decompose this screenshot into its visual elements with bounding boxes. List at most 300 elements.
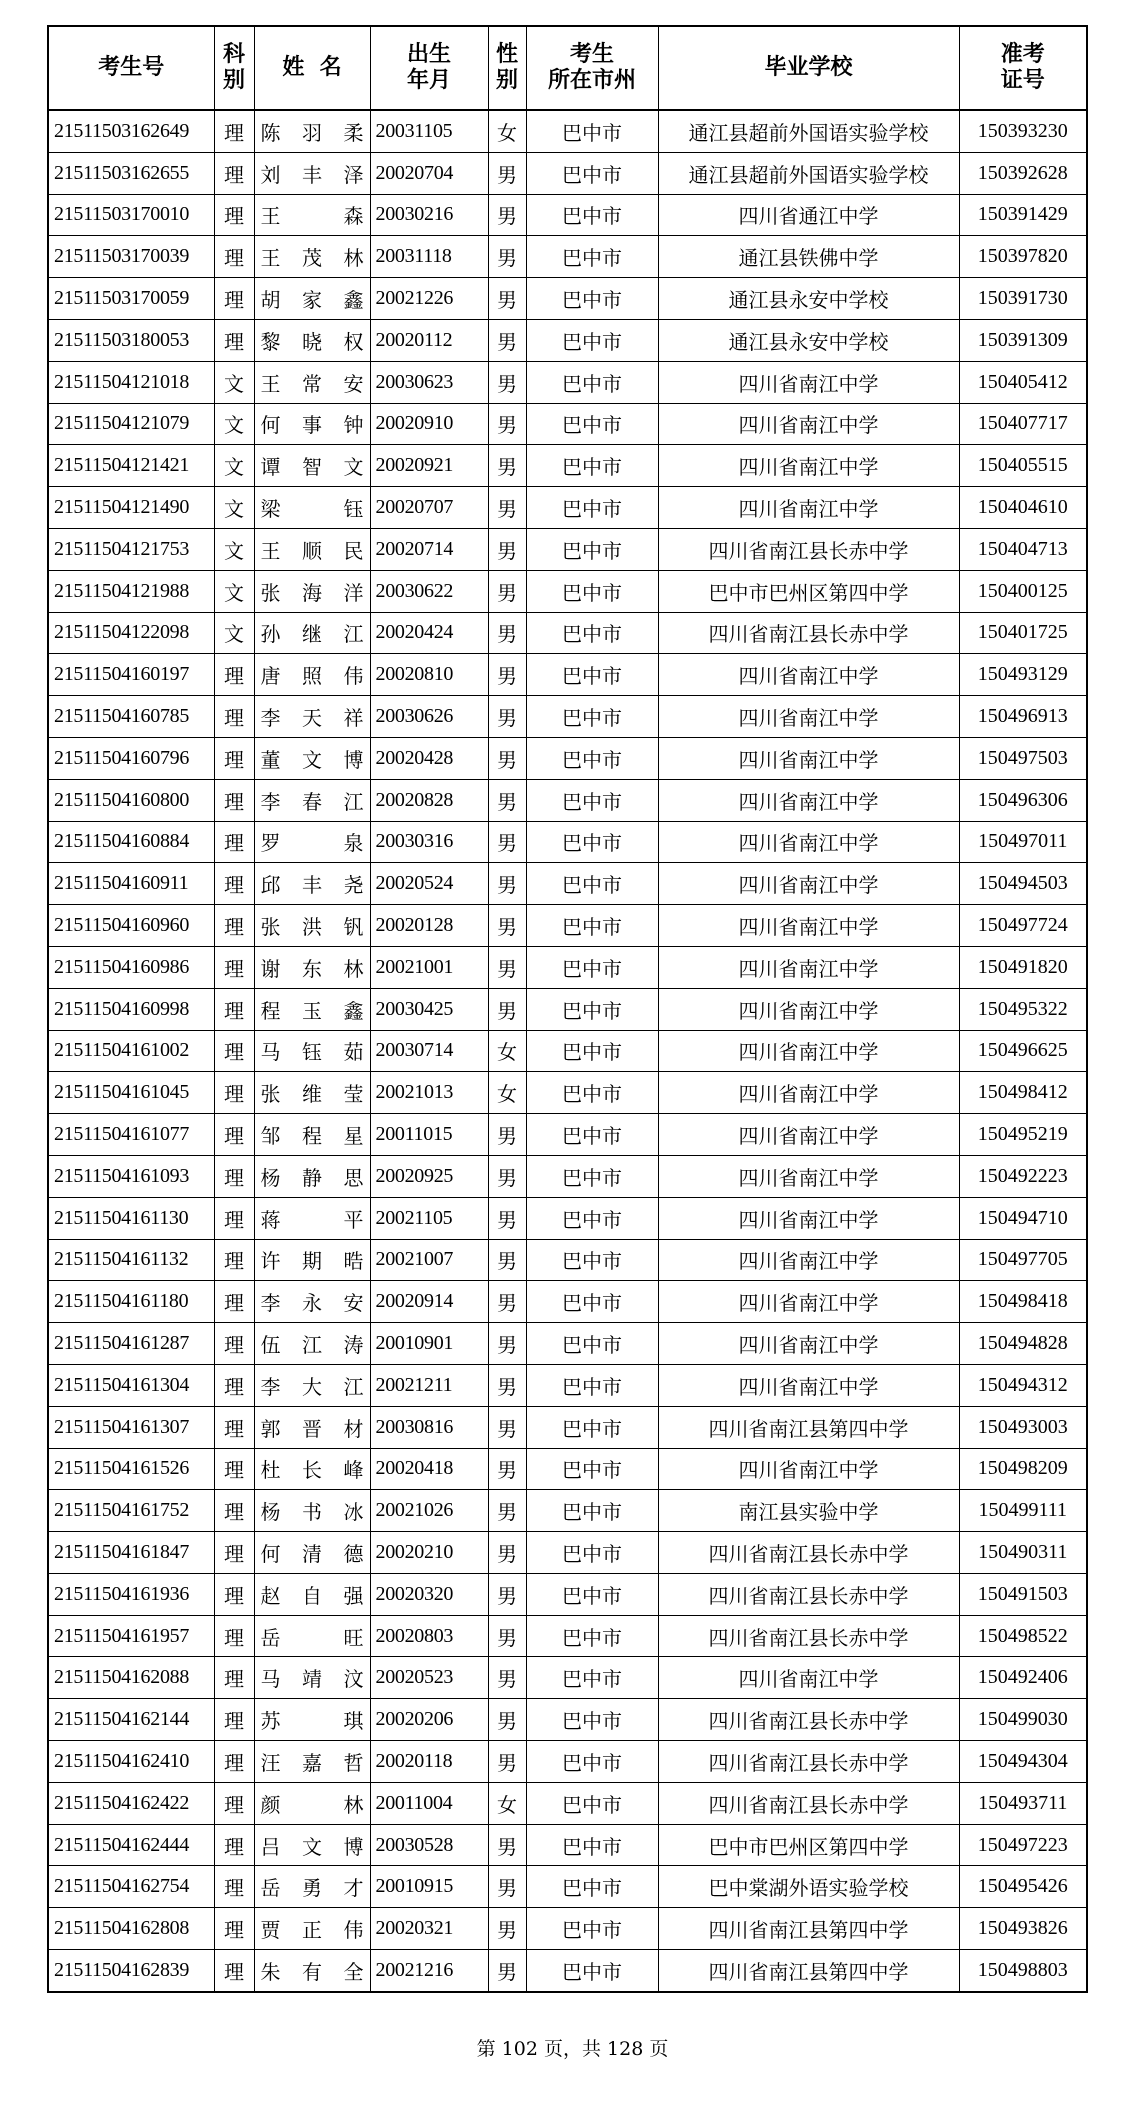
- table-row: [48, 612, 1087, 654]
- subject-cell: 理: [214, 1072, 254, 1114]
- exam-id-cell: 21511504161526: [48, 1448, 214, 1490]
- school-cell: 四川省通江中学: [658, 194, 959, 236]
- subject-cell: 文: [214, 528, 254, 570]
- gender-cell: 男: [488, 1741, 526, 1783]
- gender-cell: 男: [488, 487, 526, 529]
- city-cell: 巴中市: [526, 863, 658, 905]
- gender-cell: 男: [488, 278, 526, 320]
- school-cell: 通江县超前外国语实验学校: [658, 152, 959, 194]
- city-cell: 巴中市: [526, 110, 658, 152]
- exam-id-cell: 21511504122098: [48, 612, 214, 654]
- school-cell: 四川省南江中学: [658, 905, 959, 947]
- name-cell: 贾正伟: [254, 1908, 370, 1950]
- ticket-cell: 150391730: [959, 278, 1087, 320]
- subject-cell: 理: [214, 946, 254, 988]
- exam-id-cell: 21511504162754: [48, 1866, 214, 1908]
- header-subject-label: 科 别: [222, 42, 245, 93]
- header-city-label: 考生 所在市州: [547, 42, 636, 93]
- birth-cell: 20020921: [370, 445, 488, 487]
- gender-cell: 男: [488, 988, 526, 1030]
- birth-cell: 20021007: [370, 1239, 488, 1281]
- table-body: [48, 110, 1087, 1992]
- table-row: [48, 278, 1087, 320]
- school-cell: 通江县铁佛中学: [658, 236, 959, 278]
- exam-id-cell: 21511504161180: [48, 1281, 214, 1323]
- gender-cell: 男: [488, 1155, 526, 1197]
- gender-cell: 男: [488, 1448, 526, 1490]
- subject-cell: 文: [214, 403, 254, 445]
- gender-cell: 男: [488, 779, 526, 821]
- exam-id-cell: 21511504161287: [48, 1323, 214, 1365]
- birth-cell: 20020803: [370, 1615, 488, 1657]
- exam-id-cell: 21511503162649: [48, 110, 214, 152]
- table-row: [48, 696, 1087, 738]
- name-cell: 谢东林: [254, 946, 370, 988]
- gender-cell: 男: [488, 821, 526, 863]
- gender-cell: 男: [488, 1490, 526, 1532]
- subject-cell: 理: [214, 1699, 254, 1741]
- birth-cell: 20011015: [370, 1114, 488, 1156]
- birth-cell: 20020810: [370, 654, 488, 696]
- ticket-cell: 150494312: [959, 1364, 1087, 1406]
- birth-cell: 20030528: [370, 1824, 488, 1866]
- table-row: [48, 1532, 1087, 1574]
- city-cell: 巴中市: [526, 1741, 658, 1783]
- header-name-label: 姓 名: [282, 55, 342, 80]
- gender-cell: 男: [488, 1281, 526, 1323]
- city-cell: 巴中市: [526, 821, 658, 863]
- school-cell: 巴中市巴州区第四中学: [658, 570, 959, 612]
- candidate-table: [47, 25, 1088, 1993]
- city-cell: 巴中市: [526, 1532, 658, 1574]
- ticket-cell: 150493826: [959, 1908, 1087, 1950]
- city-cell: 巴中市: [526, 236, 658, 278]
- table-row: [48, 946, 1087, 988]
- table-row: [48, 1448, 1087, 1490]
- header-subject: [214, 26, 254, 110]
- header-school-label: 毕业学校: [764, 55, 853, 80]
- exam-id-cell: 21511504121079: [48, 403, 214, 445]
- birth-cell: 20020524: [370, 863, 488, 905]
- name-cell: 唐照伟: [254, 654, 370, 696]
- ticket-cell: 150495426: [959, 1866, 1087, 1908]
- name-cell: 王茂林: [254, 236, 370, 278]
- school-cell: 南江县实验中学: [658, 1490, 959, 1532]
- birth-cell: 20021013: [370, 1072, 488, 1114]
- city-cell: 巴中市: [526, 1406, 658, 1448]
- birth-cell: 20021105: [370, 1197, 488, 1239]
- birth-cell: 20021001: [370, 946, 488, 988]
- gender-cell: 男: [488, 1866, 526, 1908]
- gender-cell: 男: [488, 612, 526, 654]
- table-row: [48, 821, 1087, 863]
- birth-cell: 20020128: [370, 905, 488, 947]
- exam-id-cell: 21511504160911: [48, 863, 214, 905]
- table-row: [48, 779, 1087, 821]
- city-cell: 巴中市: [526, 528, 658, 570]
- name-cell: 王顺民: [254, 528, 370, 570]
- ticket-cell: 150490311: [959, 1532, 1087, 1574]
- table-row: [48, 1030, 1087, 1072]
- exam-id-cell: 21511504162839: [48, 1950, 214, 1992]
- subject-cell: 理: [214, 863, 254, 905]
- gender-cell: 女: [488, 1782, 526, 1824]
- gender-cell: 男: [488, 528, 526, 570]
- birth-cell: 20030316: [370, 821, 488, 863]
- subject-cell: 文: [214, 570, 254, 612]
- table-row: [48, 1908, 1087, 1950]
- ticket-cell: 150493711: [959, 1782, 1087, 1824]
- school-cell: 四川省南江中学: [658, 1155, 959, 1197]
- exam-id-cell: 21511504160785: [48, 696, 214, 738]
- city-cell: 巴中市: [526, 403, 658, 445]
- birth-cell: 20020714: [370, 528, 488, 570]
- school-cell: 四川省南江中学: [658, 1030, 959, 1072]
- city-cell: 巴中市: [526, 1866, 658, 1908]
- birth-cell: 20030425: [370, 988, 488, 1030]
- gender-cell: 男: [488, 1824, 526, 1866]
- birth-cell: 20020914: [370, 1281, 488, 1323]
- gender-cell: 男: [488, 737, 526, 779]
- exam-id-cell: 21511504160800: [48, 779, 214, 821]
- name-cell: 张维莹: [254, 1072, 370, 1114]
- table-row: [48, 1657, 1087, 1699]
- subject-cell: 理: [214, 1908, 254, 1950]
- name-cell: 吕文博: [254, 1824, 370, 1866]
- name-cell: 颜林: [254, 1782, 370, 1824]
- table-row: [48, 1155, 1087, 1197]
- school-cell: 通江县永安中学校: [658, 278, 959, 320]
- school-cell: 四川省南江中学: [658, 737, 959, 779]
- city-cell: 巴中市: [526, 1072, 658, 1114]
- ticket-cell: 150391429: [959, 194, 1087, 236]
- gender-cell: 男: [488, 1950, 526, 1992]
- subject-cell: 理: [214, 1573, 254, 1615]
- city-cell: 巴中市: [526, 1908, 658, 1950]
- subject-cell: 理: [214, 1782, 254, 1824]
- city-cell: 巴中市: [526, 1281, 658, 1323]
- name-cell: 梁钰: [254, 487, 370, 529]
- exam-id-cell: 21511504162444: [48, 1824, 214, 1866]
- table-row: [48, 1323, 1087, 1365]
- subject-cell: 理: [214, 1657, 254, 1699]
- birth-cell: 20030622: [370, 570, 488, 612]
- city-cell: 巴中市: [526, 1824, 658, 1866]
- table-row: [48, 1490, 1087, 1532]
- exam-id-cell: 21511504162144: [48, 1699, 214, 1741]
- gender-cell: 男: [488, 152, 526, 194]
- birth-cell: 20030216: [370, 194, 488, 236]
- ticket-cell: 150498522: [959, 1615, 1087, 1657]
- name-cell: 王常安: [254, 361, 370, 403]
- birth-cell: 20020112: [370, 319, 488, 361]
- subject-cell: 理: [214, 236, 254, 278]
- birth-cell: 20030626: [370, 696, 488, 738]
- school-cell: 四川省南江县长赤中学: [658, 612, 959, 654]
- birth-cell: 20020424: [370, 612, 488, 654]
- school-cell: 四川省南江中学: [658, 1114, 959, 1156]
- ticket-cell: 150404610: [959, 487, 1087, 529]
- table-row: [48, 528, 1087, 570]
- city-cell: 巴中市: [526, 1197, 658, 1239]
- birth-cell: 20030623: [370, 361, 488, 403]
- gender-cell: 男: [488, 1532, 526, 1574]
- subject-cell: 理: [214, 737, 254, 779]
- table-row: [48, 110, 1087, 152]
- subject-cell: 理: [214, 1615, 254, 1657]
- name-cell: 何事钟: [254, 403, 370, 445]
- subject-cell: 文: [214, 612, 254, 654]
- name-cell: 赵自强: [254, 1573, 370, 1615]
- table-row: [48, 1824, 1087, 1866]
- table-row: [48, 1364, 1087, 1406]
- exam-id-cell: 21511504160197: [48, 654, 214, 696]
- exam-id-cell: 21511504161045: [48, 1072, 214, 1114]
- city-cell: 巴中市: [526, 1155, 658, 1197]
- city-cell: 巴中市: [526, 152, 658, 194]
- table-row: [48, 487, 1087, 529]
- ticket-cell: 150496625: [959, 1030, 1087, 1072]
- exam-id-cell: 21511504121018: [48, 361, 214, 403]
- city-cell: 巴中市: [526, 570, 658, 612]
- name-cell: 李永安: [254, 1281, 370, 1323]
- city-cell: 巴中市: [526, 696, 658, 738]
- subject-cell: 理: [214, 110, 254, 152]
- city-cell: 巴中市: [526, 1573, 658, 1615]
- birth-cell: 20020206: [370, 1699, 488, 1741]
- name-cell: 黎晓权: [254, 319, 370, 361]
- ticket-cell: 150401725: [959, 612, 1087, 654]
- subject-cell: 文: [214, 487, 254, 529]
- gender-cell: 男: [488, 570, 526, 612]
- birth-cell: 20030714: [370, 1030, 488, 1072]
- subject-cell: 理: [214, 905, 254, 947]
- header-name: [254, 26, 370, 110]
- subject-cell: 文: [214, 361, 254, 403]
- gender-cell: 女: [488, 1030, 526, 1072]
- ticket-cell: 150498209: [959, 1448, 1087, 1490]
- table-row: [48, 194, 1087, 236]
- table-row: [48, 1197, 1087, 1239]
- subject-cell: 理: [214, 194, 254, 236]
- name-cell: 陈羽柔: [254, 110, 370, 152]
- gender-cell: 男: [488, 1657, 526, 1699]
- ticket-cell: 150404713: [959, 528, 1087, 570]
- name-cell: 张洪钒: [254, 905, 370, 947]
- table-row: [48, 863, 1087, 905]
- city-cell: 巴中市: [526, 194, 658, 236]
- school-cell: 四川省南江中学: [658, 654, 959, 696]
- subject-cell: 理: [214, 654, 254, 696]
- table-header-row: [48, 26, 1087, 110]
- gender-cell: 男: [488, 319, 526, 361]
- header-exam-id: [48, 26, 214, 110]
- exam-id-cell: 21511504162088: [48, 1657, 214, 1699]
- ticket-cell: 150493003: [959, 1406, 1087, 1448]
- school-cell: 四川省南江中学: [658, 403, 959, 445]
- header-gender: [488, 26, 526, 110]
- ticket-cell: 150498412: [959, 1072, 1087, 1114]
- subject-cell: 理: [214, 152, 254, 194]
- exam-id-cell: 21511504161002: [48, 1030, 214, 1072]
- school-cell: 四川省南江中学: [658, 696, 959, 738]
- header-city: [526, 26, 658, 110]
- subject-cell: 理: [214, 1448, 254, 1490]
- exam-id-cell: 21511504161957: [48, 1615, 214, 1657]
- ticket-cell: 150497223: [959, 1824, 1087, 1866]
- birth-cell: 20021026: [370, 1490, 488, 1532]
- name-cell: 刘丰泽: [254, 152, 370, 194]
- school-cell: 四川省南江中学: [658, 946, 959, 988]
- school-cell: 四川省南江县长赤中学: [658, 528, 959, 570]
- exam-id-cell: 21511503180053: [48, 319, 214, 361]
- page-footer: 第 102 页，共 128 页: [476, 2038, 669, 2060]
- exam-id-cell: 21511503170010: [48, 194, 214, 236]
- exam-id-cell: 21511504161093: [48, 1155, 214, 1197]
- name-cell: 胡家鑫: [254, 278, 370, 320]
- city-cell: 巴中市: [526, 487, 658, 529]
- name-cell: 杨静思: [254, 1155, 370, 1197]
- gender-cell: 女: [488, 1072, 526, 1114]
- city-cell: 巴中市: [526, 1657, 658, 1699]
- ticket-cell: 150495322: [959, 988, 1087, 1030]
- city-cell: 巴中市: [526, 988, 658, 1030]
- gender-cell: 男: [488, 445, 526, 487]
- header-birth-label: 出生 年月: [406, 42, 451, 93]
- exam-id-cell: 21511503170059: [48, 278, 214, 320]
- school-cell: 四川省南江县长赤中学: [658, 1741, 959, 1783]
- school-cell: 四川省南江中学: [658, 1239, 959, 1281]
- school-cell: 四川省南江县长赤中学: [658, 1782, 959, 1824]
- city-cell: 巴中市: [526, 1364, 658, 1406]
- gender-cell: 男: [488, 1114, 526, 1156]
- subject-cell: 理: [214, 1824, 254, 1866]
- exam-id-cell: 21511504160796: [48, 737, 214, 779]
- table-row: [48, 905, 1087, 947]
- exam-id-cell: 21511504162410: [48, 1741, 214, 1783]
- birth-cell: 20021226: [370, 278, 488, 320]
- table-row: [48, 1573, 1087, 1615]
- name-cell: 程玉鑫: [254, 988, 370, 1030]
- subject-cell: 理: [214, 696, 254, 738]
- table-row: [48, 1699, 1087, 1741]
- school-cell: 四川省南江县长赤中学: [658, 1573, 959, 1615]
- school-cell: 四川省南江中学: [658, 1197, 959, 1239]
- city-cell: 巴中市: [526, 1114, 658, 1156]
- exam-id-cell: 21511504161936: [48, 1573, 214, 1615]
- exam-id-cell: 21511504162422: [48, 1782, 214, 1824]
- subject-cell: 理: [214, 1406, 254, 1448]
- exam-id-cell: 21511504161077: [48, 1114, 214, 1156]
- ticket-cell: 150494828: [959, 1323, 1087, 1365]
- city-cell: 巴中市: [526, 612, 658, 654]
- birth-cell: 20010915: [370, 1866, 488, 1908]
- exam-id-cell: 21511504161130: [48, 1197, 214, 1239]
- city-cell: 巴中市: [526, 1323, 658, 1365]
- city-cell: 巴中市: [526, 1448, 658, 1490]
- city-cell: 巴中市: [526, 654, 658, 696]
- exam-id-cell: 21511504121753: [48, 528, 214, 570]
- name-cell: 孙继江: [254, 612, 370, 654]
- exam-id-cell: 21511504160986: [48, 946, 214, 988]
- ticket-cell: 150400125: [959, 570, 1087, 612]
- exam-id-cell: 21511504121988: [48, 570, 214, 612]
- birth-cell: 20020707: [370, 487, 488, 529]
- birth-cell: 20030816: [370, 1406, 488, 1448]
- birth-cell: 20011004: [370, 1782, 488, 1824]
- name-cell: 邱丰尧: [254, 863, 370, 905]
- ticket-cell: 150407717: [959, 403, 1087, 445]
- birth-cell: 20020925: [370, 1155, 488, 1197]
- ticket-cell: 150495219: [959, 1114, 1087, 1156]
- table-row: [48, 988, 1087, 1030]
- birth-cell: 20010901: [370, 1323, 488, 1365]
- header-ticket: [959, 26, 1087, 110]
- table-row: [48, 445, 1087, 487]
- subject-cell: 理: [214, 319, 254, 361]
- gender-cell: 男: [488, 361, 526, 403]
- ticket-cell: 150392628: [959, 152, 1087, 194]
- gender-cell: 男: [488, 1699, 526, 1741]
- name-cell: 汪嘉哲: [254, 1741, 370, 1783]
- subject-cell: 理: [214, 1030, 254, 1072]
- ticket-cell: 150498418: [959, 1281, 1087, 1323]
- gender-cell: 男: [488, 654, 526, 696]
- subject-cell: 理: [214, 1323, 254, 1365]
- school-cell: 四川省南江中学: [658, 487, 959, 529]
- birth-cell: 20020118: [370, 1741, 488, 1783]
- gender-cell: 女: [488, 110, 526, 152]
- school-cell: 四川省南江中学: [658, 1323, 959, 1365]
- school-cell: 四川省南江中学: [658, 1657, 959, 1699]
- gender-cell: 男: [488, 696, 526, 738]
- subject-cell: 理: [214, 1281, 254, 1323]
- ticket-cell: 150493129: [959, 654, 1087, 696]
- gender-cell: 男: [488, 1197, 526, 1239]
- table-row: [48, 1741, 1087, 1783]
- city-cell: 巴中市: [526, 1615, 658, 1657]
- ticket-cell: 150391309: [959, 319, 1087, 361]
- name-cell: 苏琪: [254, 1699, 370, 1741]
- name-cell: 罗泉: [254, 821, 370, 863]
- ticket-cell: 150497503: [959, 737, 1087, 779]
- gender-cell: 男: [488, 1615, 526, 1657]
- subject-cell: 理: [214, 988, 254, 1030]
- subject-cell: 理: [214, 1950, 254, 1992]
- subject-cell: 理: [214, 1866, 254, 1908]
- table-row: [48, 1239, 1087, 1281]
- gender-cell: 男: [488, 1239, 526, 1281]
- ticket-cell: 150494710: [959, 1197, 1087, 1239]
- name-cell: 马靖汶: [254, 1657, 370, 1699]
- exam-id-cell: 21511504121490: [48, 487, 214, 529]
- table-row: [48, 152, 1087, 194]
- gender-cell: 男: [488, 946, 526, 988]
- exam-id-cell: 21511504161307: [48, 1406, 214, 1448]
- exam-id-cell: 21511504160884: [48, 821, 214, 863]
- gender-cell: 男: [488, 1364, 526, 1406]
- city-cell: 巴中市: [526, 1699, 658, 1741]
- city-cell: 巴中市: [526, 905, 658, 947]
- ticket-cell: 150491820: [959, 946, 1087, 988]
- subject-cell: 理: [214, 821, 254, 863]
- gender-cell: 男: [488, 1406, 526, 1448]
- ticket-cell: 150497705: [959, 1239, 1087, 1281]
- ticket-cell: 150405412: [959, 361, 1087, 403]
- table-row: [48, 361, 1087, 403]
- header-gender-label: 性 别: [495, 42, 518, 93]
- name-cell: 蒋平: [254, 1197, 370, 1239]
